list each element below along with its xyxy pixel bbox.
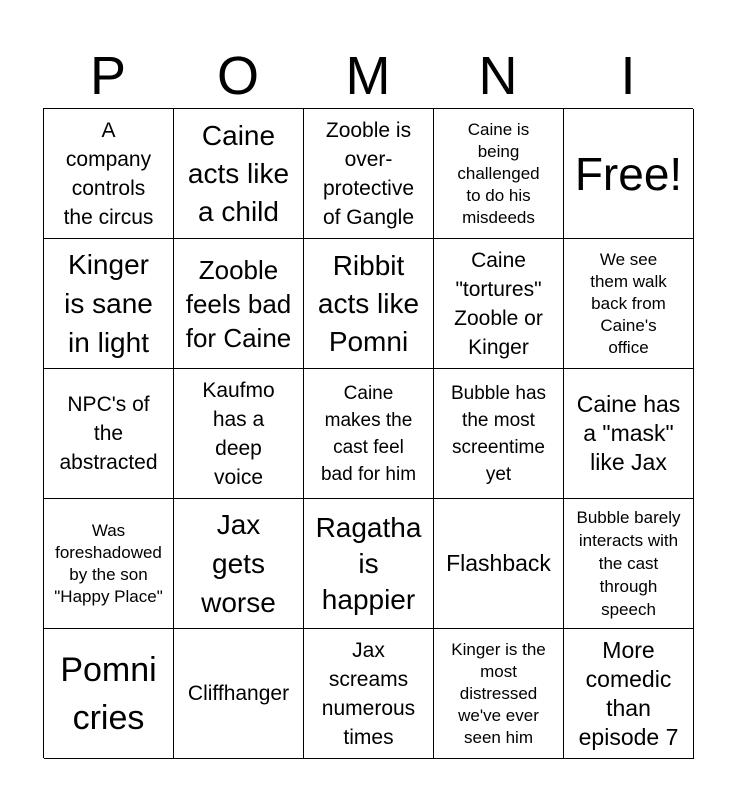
cell-text: Free! [574,147,683,200]
cell-text: Ribbit acts like Pomni [317,249,420,357]
bingo-header [43,44,693,108]
bingo-cell[interactable] [174,369,304,499]
bingo-cell[interactable] [304,369,434,499]
bingo-cell[interactable] [44,629,174,759]
cell-text: Caine makes the cast feel bad for him [320,382,417,485]
bingo-cell[interactable] [44,239,174,369]
bingo-cell[interactable] [44,499,174,629]
bingo-cell[interactable] [564,629,694,759]
bingo-cell[interactable] [564,499,694,629]
bingo-cell[interactable] [564,239,694,369]
cell-text: More comedic than episode 7 [578,636,679,750]
header-letter-o: O [216,46,259,106]
cell-text: Ragatha is happier [315,511,422,615]
header-letter-i: I [620,46,636,106]
bingo-cell[interactable] [434,239,564,369]
cell-text: Cliffhanger [187,682,290,705]
cell-text: Was foreshadowed by the son "Happy Place" [54,520,163,606]
cell-text: Kaufmo has a deep voice [202,378,275,489]
bingo-cell[interactable] [304,239,434,369]
bingo-cell[interactable] [434,109,564,239]
bingo-cell[interactable] [434,369,564,499]
bingo-cell[interactable] [44,109,174,239]
bingo-cell[interactable] [304,109,434,239]
cell-text: Caine acts like a child [187,119,290,227]
bingo-board [43,108,693,758]
cell-text: NPC's of the abstracted [59,393,158,474]
cell-text: Zooble feels bad for Caine [185,254,292,353]
cell-text: We see them walk back from Caine's office [590,249,667,357]
cell-text: Caine has a "mask" like Jax [576,391,681,475]
cell-text: Pomni cries [60,650,157,737]
header-letter-m: M [345,46,391,106]
cell-text: Kinger is the most distressed we've ever seen him [451,639,546,747]
bingo-cell[interactable] [174,239,304,369]
bingo-cell[interactable] [304,499,434,629]
bingo-cell[interactable] [564,369,694,499]
bingo-cell[interactable] [174,629,304,759]
bingo-cell[interactable] [174,499,304,629]
cell-text: Jax gets worse [201,509,276,618]
bingo-cell[interactable] [304,629,434,759]
cell-text: Flashback [446,550,551,576]
cell-text: Caine is being challenged to do his misdeeds [457,119,540,227]
header-letter-n: N [478,46,518,106]
bingo-cell[interactable] [434,629,564,759]
bingo-cell[interactable] [174,109,304,239]
bingo-cell[interactable] [44,369,174,499]
cell-text: Zooble is over- protective of Gangle [322,118,415,229]
cell-text: Caine "tortures" Zooble or Kinger [454,248,543,359]
cell-text: Jax screams numerous times [321,638,416,749]
cell-text: Bubble has the most screentime yet [450,382,547,485]
cell-text: Kinger is sane in light [64,249,153,358]
header-letter-p: P [89,46,127,106]
bingo-cell[interactable] [434,499,564,629]
cell-text: Bubble barely interacts with the cast through speech [576,508,681,619]
free-space-cell[interactable] [564,109,694,239]
cell-text: A company controls the circus [63,118,154,229]
